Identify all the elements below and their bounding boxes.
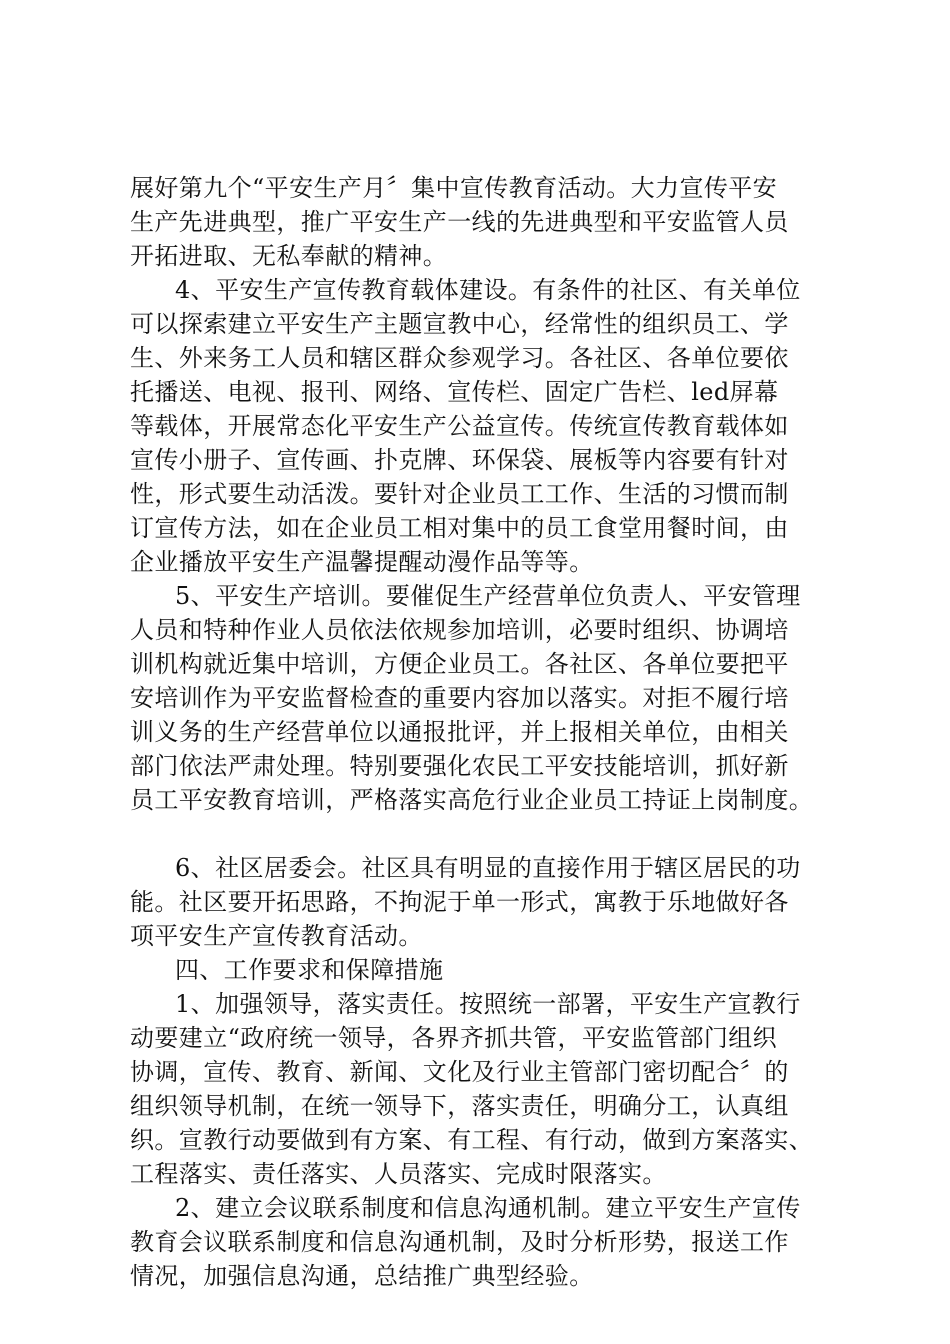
section-heading: 四、工作要求和保障措施 [175, 956, 444, 984]
text-line: 安培训作为平安监督检查的重要内容加以落实。对拒不履行培 [130, 684, 789, 712]
text-line: 训义务的生产经营单位以通报批评，并上报相关单位，由相关 [130, 718, 789, 746]
text-line: 生、外来务工人员和辖区群众参观学习。各社区、各单位要依 [130, 344, 789, 372]
text-line: 人员和特种作业人员依法依规参加培训，必要时组织、协调培 [130, 616, 789, 644]
text-line: 性，形式要生动活泼。要针对企业员工工作、生活的习惯而制 [130, 480, 789, 508]
paragraph-start-line: 2、建立会议联系制度和信息沟通机制。建立平安生产宣传 [175, 1194, 801, 1222]
text-line: 生产先进典型，推广平安生产一线的先进典型和平安监管人员 [130, 208, 789, 236]
text-line: 可以探索建立平安生产主题宣教中心，经常性的组织员工、学 [130, 310, 789, 338]
text-line: 企业播放平安生产温馨提醒动漫作品等等。 [130, 548, 594, 576]
text-line: 开拓进取、无私奉献的精神。 [130, 242, 448, 270]
text-line: 织。宣教行动要做到有方案、有工程、有行动，做到方案落实、 [130, 1126, 814, 1154]
paragraph-start-line: 1、加强领导，落实责任。按照统一部署，平安生产宣教行 [175, 990, 801, 1018]
text-line: 协调，宣传、教育、新闻、文化及行业主管部门密切配合〞的 [130, 1058, 789, 1086]
text-line: 情况，加强信息沟通，总结推广典型经验。 [130, 1262, 594, 1290]
text-line: 能。社区要开拓思路，不拘泥于单一形式，寓教于乐地做好各 [130, 888, 789, 916]
text-line: 展好第九个“平安生产月〞集中宣传教育活动。大力宣传平安 [130, 174, 778, 202]
paragraph-start-line: 6、社区居委会。社区具有明显的直接作用于辖区居民的功 [175, 854, 801, 882]
text-line: 项平安生产宣传教育活动。 [130, 922, 423, 950]
text-line: 宣传小册子、宣传画、扑克牌、环保袋、展板等内容要有针对 [130, 446, 789, 474]
text-line: 部门依法严肃处理。特别要强化农民工平安技能培训，抓好新 [130, 752, 789, 780]
text-line: 动要建立“政府统一领导，各界齐抓共管，平安监管部门组织 [130, 1024, 778, 1052]
text-line: 托播送、电视、报刊、网络、宣传栏、固定广告栏、led屏幕 [130, 378, 779, 406]
text-line: 训机构就近集中培训，方便企业员工。各社区、各单位要把平 [130, 650, 789, 678]
text-line: 工程落实、责任落实、人员落实、完成时限落实。 [130, 1160, 667, 1188]
text-line: 教育会议联系制度和信息沟通机制，及时分析形势，报送工作 [130, 1228, 789, 1256]
paragraph-start-line: 5、平安生产培训。要催促生产经营单位负责人、平安管理 [175, 582, 801, 610]
text-line: 组织领导机制，在统一领导下，落实责任，明确分工，认真组 [130, 1092, 789, 1120]
text-line: 员工平安教育培训，严格落实高危行业企业员工持证上岗制度。 [130, 786, 814, 814]
text-line: 订宣传方法，如在企业员工相对集中的员工食堂用餐时间，由 [130, 514, 789, 542]
paragraph-start-line: 4、平安生产宣传教育载体建设。有条件的社区、有关单位 [175, 276, 801, 304]
text-line: 等载体，开展常态化平安生产公益宣传。传统宣传教育载体如 [130, 412, 789, 440]
